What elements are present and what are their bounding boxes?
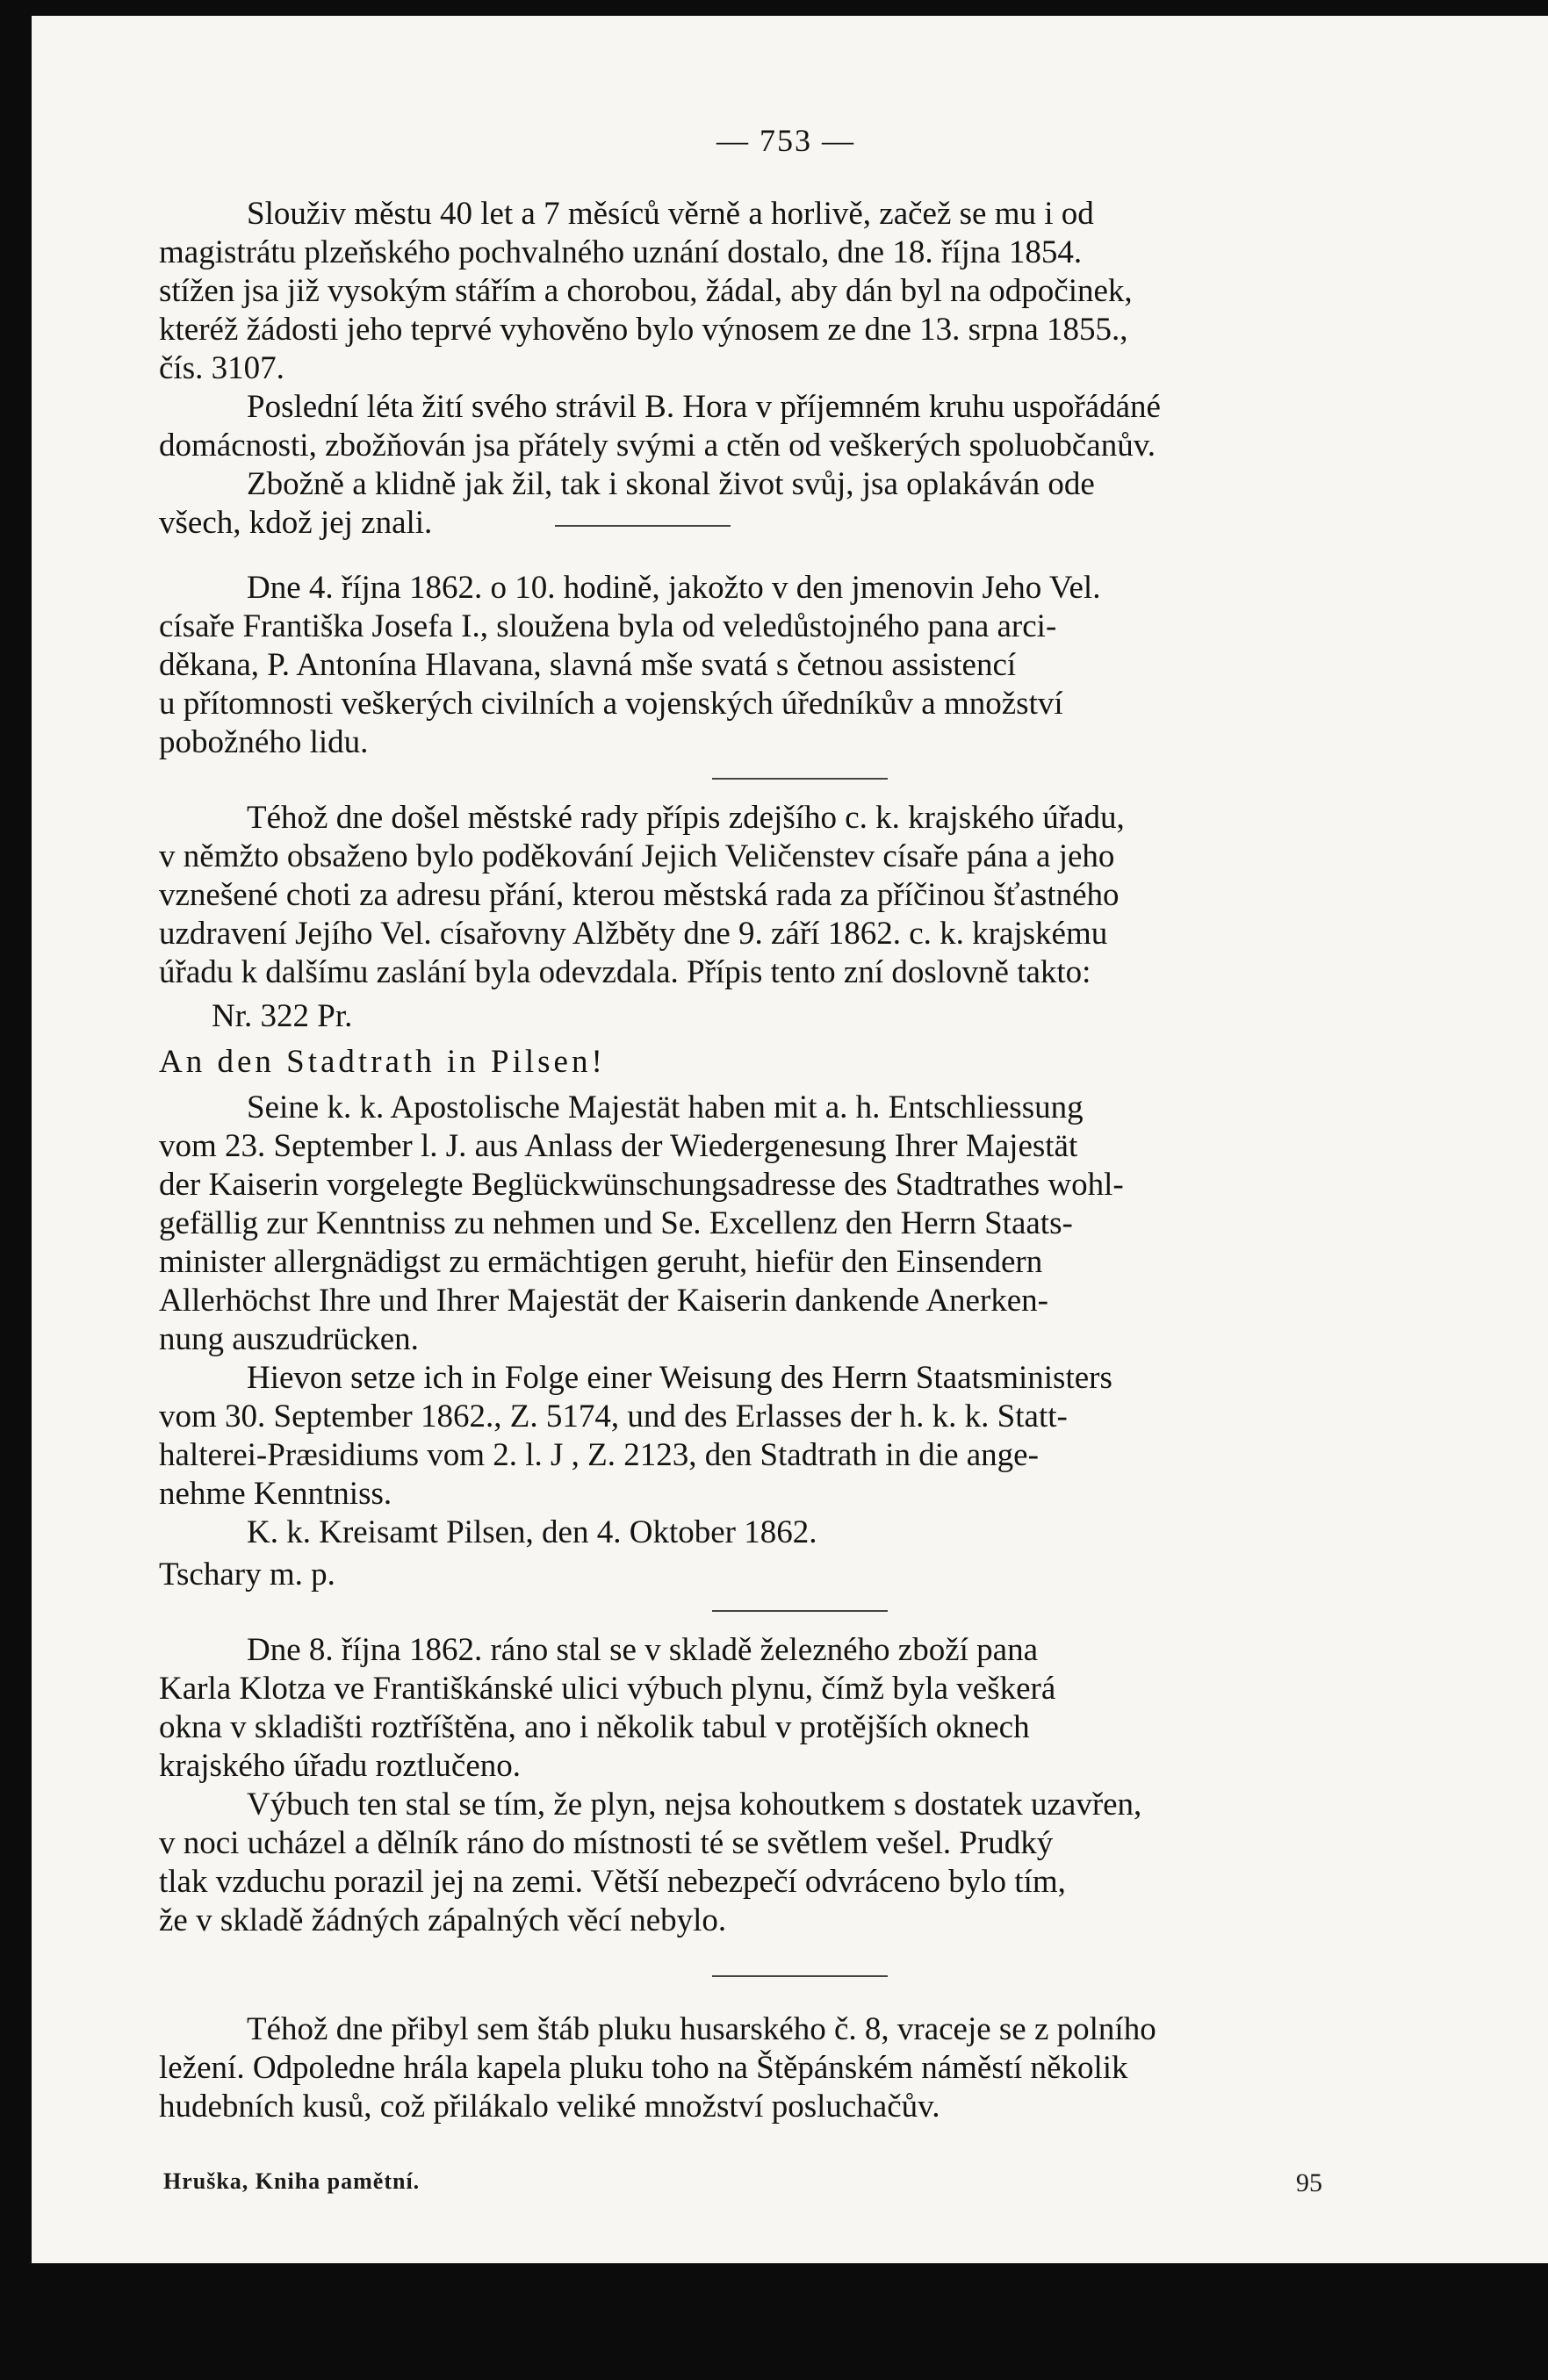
quoted-letter — [159, 997, 1388, 1594]
text-line: Téhož dne došel městské rady přípis zdejšího c. k. krajského úřadu, — [247, 800, 1125, 836]
text-line: Karla Klotza ve Františkánské ulici výbuch plynu, čímž byla veškerá — [159, 1671, 1056, 1707]
text-line: uzdravení Jejího Vel. císařovny Alžběty dne 9. září 1862. c. k. krajskému — [159, 916, 1108, 952]
text-line: tlak vzduchu porazil jej na zemi. Větší nebezpečí odvráceno bylo tím, — [159, 1864, 1066, 1900]
text-line: vznešené choti za adresu přání, kterou městská rada za příčinou šťastného — [159, 877, 1120, 913]
text-line — [159, 504, 1388, 543]
paragraph-thanks-letter — [159, 799, 1388, 992]
text-line: ležení. Odpoledne hrála kapela pluku toho na Štěpánském náměstí několik — [159, 2050, 1128, 2086]
text-line: nehme Kenntniss. — [159, 1476, 392, 1512]
text-line: domácnosti, zbožňován jsa přátely svými a ctěn od veškerých spoluobčanův. — [159, 428, 1156, 464]
page-body — [159, 121, 1388, 2126]
text-line: pobožného lidu. — [159, 724, 369, 760]
text-line: Seine k. k. Apostolische Majestät haben mit a. h. Entschliessung — [247, 1089, 1084, 1125]
paragraph-name-day-mass — [159, 569, 1388, 762]
letter-signature: Tschary m. p. — [159, 1557, 335, 1593]
text-line: v noci ucházel a dělník ráno do místnosti té se světlem vešel. Prudký — [159, 1825, 1054, 1861]
footer-book-title: Hruška, Kniha pamětní. — [163, 2168, 421, 2194]
paragraph-explosion-cause — [159, 1786, 1388, 1940]
text-line: magistrátu plzeňského pochvalného uznání dostalo, dne 18. října 1854. — [159, 234, 1083, 270]
section-divider — [712, 1610, 888, 1612]
paragraph-last-years — [159, 388, 1388, 465]
text-line: minister allergnädigst zu ermächtigen geruht, hiefür den Einsendern — [159, 1244, 1043, 1280]
text-line: v němžto obsaženo bylo poděkování Jejich Veličenstev císaře pána a jeho — [159, 838, 1115, 874]
text-line: Poslední léta žití svého strávil B. Hora v příjemném kruhu uspořádáné — [247, 389, 1161, 425]
section-divider — [712, 1975, 888, 1977]
letter-closing: K. k. Kreisamt Pilsen, den 4. Oktober 1862. — [247, 1514, 817, 1550]
text-line: že v skladě žádných zápalných věcí nebylo. — [159, 1902, 727, 1938]
text-line: čís. 3107. — [159, 350, 284, 386]
text-line: u přítomnosti veškerých civilních a vojenských úředníkův a množství — [159, 686, 1063, 722]
spacer — [159, 543, 1388, 569]
paragraph-service — [159, 195, 1388, 388]
paragraph-hussars — [159, 2010, 1388, 2126]
text-line: Allerhöchst Ihre und Ihrer Majestät der Kaiserin dankende Anerken- — [159, 1283, 1049, 1319]
text-line: stížen jsa již vysokým stářím a chorobou, žádal, aby dán byl na odpočinek, — [159, 273, 1133, 309]
text-line: děkana, P. Antonína Hlavana, slavná mše svatá s četnou assistencí — [159, 647, 1017, 683]
section-divider — [712, 778, 888, 780]
section-divider — [555, 525, 731, 527]
page-footer — [163, 2168, 1322, 2198]
text-line: kteréž žádosti jeho teprvé vyhověno bylo výnosem ze dne 13. srpna 1855., — [159, 312, 1128, 348]
text-line: úřadu k dalšímu zaslání byla odevzdala. Přípis tento zní doslovně takto: — [159, 954, 1091, 990]
text-line: Výbuch ten stal se tím, že plyn, nejsa kohoutkem s dostatek uzavřen, — [247, 1787, 1142, 1823]
letter-address: An den Stadtrath in Pilsen! — [159, 1044, 606, 1080]
text-line: vom 30. September 1862., Z. 5174, und des Erlasses der h. k. k. Statt- — [159, 1399, 1068, 1434]
text-line: gefällig zur Kenntniss zu nehmen und Se. Excellenz den Herrn Staats- — [159, 1205, 1073, 1241]
page-number: — 753 — — [716, 123, 855, 158]
text-line: Téhož dne přibyl sem štáb pluku husarského č. 8, vraceje se z polního — [247, 2011, 1156, 2047]
text-line: Slouživ městu 40 let a 7 měsíců věrně a horlivě, začež se mu i od — [247, 196, 1094, 232]
text-line: Zbožně a klidně jak žil, tak i skonal život svůj, jsa oplakáván ode — [247, 466, 1095, 502]
book-page — [32, 16, 1548, 2263]
text-line: hudebních kusů, což přilákalo veliké množství posluchačův. — [159, 2089, 940, 2125]
text-line: Dne 8. října 1862. ráno stal se v skladě železného zboží pana — [247, 1632, 1039, 1668]
text-fragment: všech, kdož jej znali. — [159, 505, 433, 541]
letter-number: Nr. 322 Pr. — [212, 998, 353, 1034]
footer-signature-mark: 95 — [1296, 2168, 1322, 2197]
paragraph-explosion — [159, 1631, 1388, 1786]
text-line: Dne 4. října 1862. o 10. hodině, jakožto v den jmenovin Jeho Vel. — [247, 570, 1101, 606]
text-line: nung auszudrücken. — [159, 1321, 419, 1357]
text-line: okna v skladišti roztříštěna, ano i několik tabul v protějších oknech — [159, 1709, 1030, 1745]
text-line: halterei-Præsidiums vom 2. l. J , Z. 2123, den Stadtrath in die ange- — [159, 1437, 1039, 1473]
text-line: der Kaiserin vorgelegte Beglückwünschungsadresse des Stadtrathes wohl- — [159, 1167, 1124, 1203]
text-line: císaře Františka Josefa I., sloužena byla od veledůstojného pana arci- — [159, 608, 1057, 644]
paragraph-death — [159, 465, 1388, 543]
text-line: vom 23. September l. J. aus Anlass der Wiedergenesung Ihrer Majestät — [159, 1128, 1078, 1164]
text-line: Hievon setze ich in Folge einer Weisung des Herrn Staatsministers — [247, 1360, 1112, 1396]
text-line: krajského úřadu roztlučeno. — [159, 1748, 521, 1784]
